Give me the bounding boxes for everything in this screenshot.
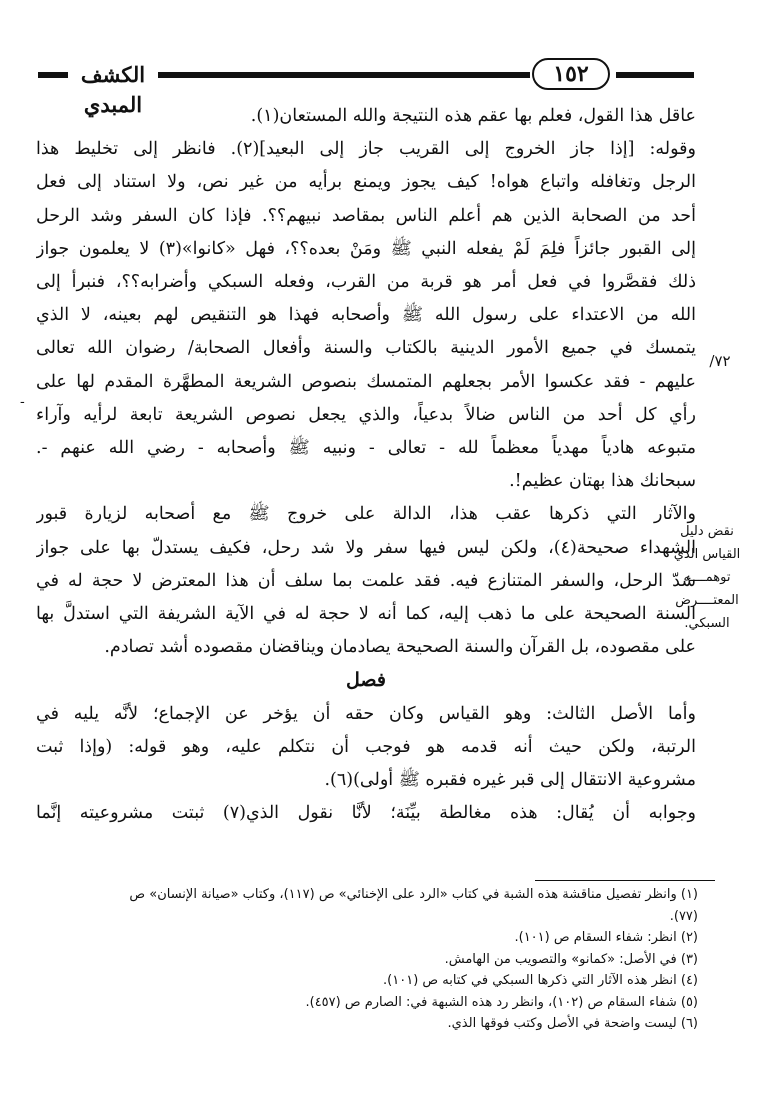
paragraph-1 [36, 100, 696, 133]
footnote: (٢) انظر: شفاء السقام ص (١٠١). [514, 930, 698, 945]
side-note-line: المعتــــرض [675, 593, 739, 608]
text-line: سبحانك هذا بهتان عظيم!. [509, 471, 696, 492]
footnotes [36, 884, 698, 1035]
text-line: والآثار التي ذكرها عقب هذا، الدالة على خروج ﷺ مع أصحابه لزيارة قبور [36, 504, 696, 525]
running-head-title: الكشف المبدي [80, 62, 146, 117]
text-line: عاقل هذا القول، فعلم بها عقم هذه النتيجة والله المستعان(١). [250, 106, 696, 126]
text-line: يتمسك في جميع الأمور الدينية بالكتاب والسنة وأفعال الصحابة/ رضوان الله تعالى [36, 338, 696, 359]
section-heading: فصل [346, 669, 386, 692]
text-line: متبوعه هادياً مهدياً معظماً لله - تعالى - ونبيه ﷺ وأصحابه - رضي الله عنهم -. [36, 438, 696, 459]
footnote: (٦) ليست واضحة في الأصل وكتب فوقها الذي. [447, 1016, 698, 1031]
side-note-line: السبكي. [684, 616, 730, 631]
side-note-line: توهمــــه [683, 570, 731, 585]
text-line: أحد من الصحابة الذين هم أعلم الناس بمقاصد نبيهم؟؟. فإذا كان السفر وشد الرحل [36, 205, 696, 226]
text-line: الرجل وتغافله واتباع هواه! كيف يجوز ويمنع برأيه من غير نص، ولا استناد إلى فعل [36, 172, 696, 193]
header-rule-left [616, 72, 694, 78]
paragraph-4 [36, 698, 696, 798]
paragraph-5 [36, 797, 696, 830]
text-line: إلى القبور جائزاً فلِمَ لَمْ يفعله النبي ﷺ ومَنْ بعده؟؟، فهل «كانوا»(٣) لا يعلمون جواز [36, 238, 696, 259]
margin-mark: - [20, 394, 25, 410]
text-line: على مقصوده، بل القرآن والسنة الصحيحة يصادمان ويناقضان مقصوده أشد تصادم. [104, 637, 696, 658]
header-rule-right [38, 72, 68, 78]
text-line: وجوابه أن يُقال: هذه مغالطة بيِّنَة؛ لأنَّا نقول الذي(٧) ثبتت مشروعيته إنَّما [36, 803, 696, 824]
paragraph-2 [36, 133, 696, 498]
footnote: (١) وانظر تفصيل مناقشة هذه الشبة في كتاب «الرد على الإخنائي» ص (١١٧)، وكتاب «صيانة الإنسان» ص [129, 887, 698, 902]
text-line: وأما الأصل الثالث: وهو القياس وكان حقه أن يؤخر عن الإجماع؛ لأنَّه يليه في [36, 703, 696, 724]
paragraph-3 [36, 498, 696, 664]
manuscript-page-marker: ٧٢/ [709, 352, 731, 370]
text-line: الرتبة، ولكن حيث أنه قدمه هو فوجب أن نتكلم عليه، وهو قوله: (وإذا ثبت [36, 736, 696, 757]
main-text [36, 100, 696, 830]
text-line: السنة الصحيحة على ما ذهب إليه، كما أنه لا حجة له في الآية الشريفة التي استدلَّ بها [36, 604, 696, 625]
footnote: (٧٧). [669, 908, 698, 924]
text-line: رأي كل أحد من الناس ضالاً بدعياً، والذي يجعل نصوص الشريعة تابعة لرأيه وآراء [36, 404, 696, 425]
text-line: شدّ الرحل، والسفر المتنازع فيه. فقد علمت بما سلف أن هذا المعترض لا حجة له في [36, 570, 696, 591]
text-line: الشهداء صحيحة(٤)، ولكن ليس فيها سفر ولا شد رحل، فكيف يستدلّ بها على جواز [36, 537, 696, 558]
side-note-line: القياس الذي [673, 547, 741, 562]
header-rule-middle [158, 72, 530, 78]
page-number: ١٥٢ [532, 58, 610, 90]
text-line: مشروعية الانتقال إلى قبر غيره فقبره ﷺ أولى)(٦). [324, 770, 696, 791]
footnote: (٤) انظر هذه الآثار التي ذكرها السبكي في كتابه ص (١٠١). [383, 973, 698, 988]
text-line: ذلك فقصَّروا في فعل أمر هو قربة من القرب، وفعله السبكي وأضرابه؟؟، فنبرأ إلى [36, 272, 696, 293]
text-line: الله من الاعتداء على رسول الله ﷺ وأصحابه فهذا هو التنقيص لهم بعينه، لا الذي [36, 305, 696, 326]
footnote-rule [535, 880, 715, 881]
text-line: وقوله: [إذا جاز الخروج إلى القريب جاز إلى البعيد](٢). فانظر إلى تخليط هذا [36, 139, 696, 160]
footnote: (٣) في الأصل: «كمانو» والتصويب من الهامش. [444, 951, 698, 967]
footnote: (٥) شفاء السقام ص (١٠٢)، وانظر رد هذه الشبهة في: الصارم ص (٤٥٧). [305, 994, 698, 1010]
side-note-line: نقض دليل [680, 524, 734, 539]
text-line: عليهم - فقد عكسوا الأمر بجعلهم المتمسك بنصوص الشريعة المطهَّرة المقدم لها على [36, 371, 696, 392]
